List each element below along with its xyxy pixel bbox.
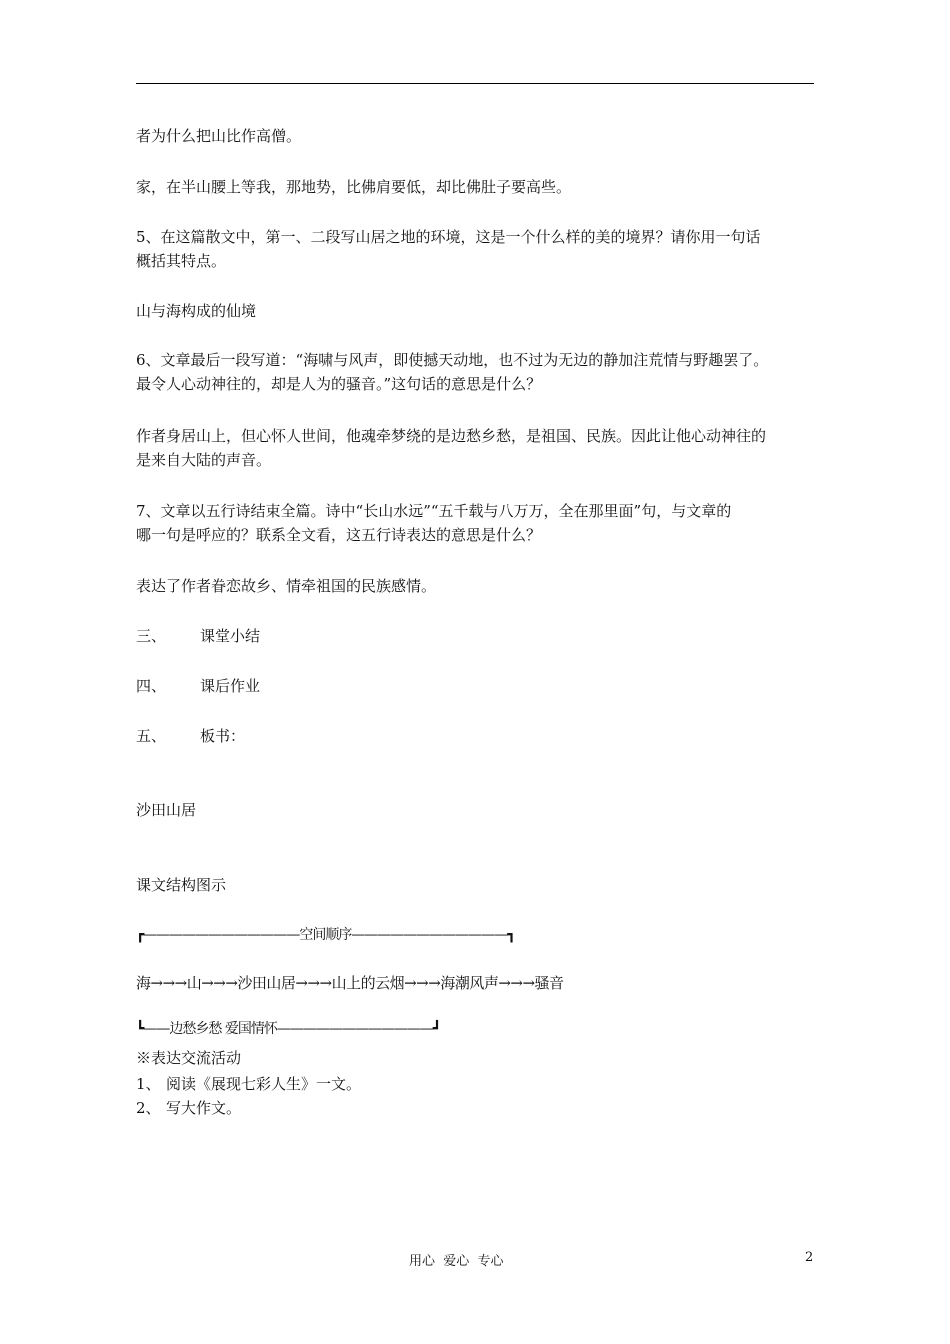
diagram-bottom-bracket: ┗——边愁乡愁 爱国情怀————————————┛ — [136, 1021, 441, 1037]
diagram-flow: 海→→→山→→→沙田山居→→→山上的云烟→→→海潮风声→→→骚音 — [136, 974, 564, 992]
section-number: 四、 — [136, 677, 167, 695]
question-7: 7、文章以五行诗结束全篇。诗中“长山水远”“五千载与八万万，全在那里面”句，与文章的 — [136, 502, 732, 520]
question-6-cont: 最令人心动神往的，却是人为的骚音。”这句话的意思是什么？ — [136, 375, 542, 393]
answer-6: 作者身居山上，但心怀人世间，他魂牵梦绕的是边愁乡愁，是祖国、民族。因此让他心动神往的 — [136, 427, 767, 445]
answer-6-cont: 是来自大陆的声音。 — [136, 451, 272, 469]
diagram-top-bracket: ┏————————————空间顺序————————————┓ — [136, 927, 515, 943]
activity-item — [136, 1096, 241, 1120]
answer-5: 山与海构成的仙境 — [136, 302, 257, 320]
section-title: 课后作业 — [200, 677, 261, 695]
section-title: 板书： — [200, 727, 246, 745]
activity-text: 阅读《展现七彩人生》一文。 — [166, 1075, 362, 1093]
section-5 — [136, 724, 245, 748]
question-6: 6、文章最后一段写道：“海啸与风声，即使撼天动地，也不过为无边的静加注荒情与野趣罢了。 — [136, 351, 769, 369]
page-number: 2 — [805, 1250, 814, 1265]
activity-number: 2、 — [136, 1099, 161, 1117]
structure-title: 课文结构图示 — [136, 876, 227, 894]
question-5: 5、在这篇散文中，第一、二段写山居之地的环境，这是一个什么样的美的境界？请你用一句话 — [136, 228, 761, 246]
section-3 — [136, 624, 260, 648]
section-number: 五、 — [136, 727, 167, 745]
section-number: 三、 — [136, 627, 167, 645]
section-4 — [136, 674, 260, 698]
text-line: 者为什么把山比作高僧。 — [136, 127, 302, 145]
board-title: 沙田山居 — [136, 801, 197, 819]
activity-number: 1、 — [136, 1075, 161, 1093]
section-title: 课堂小结 — [200, 627, 261, 645]
answer-7: 表达了作者眷恋故乡、情牵祖国的民族感情。 — [136, 577, 437, 595]
activity-title: ※表达交流活动 — [136, 1049, 242, 1067]
activity-item — [136, 1072, 361, 1096]
activity-text: 写大作文。 — [166, 1099, 242, 1117]
footer-motto: 用心 爱心 专心 — [409, 1254, 504, 1269]
text-line: 家，在半山腰上等我，那地势，比佛肩要低，却比佛肚子要高些。 — [136, 178, 572, 196]
question-7-cont: 哪一句是呼应的？联系全文看，这五行诗表达的意思是什么？ — [136, 526, 542, 544]
header-rule — [136, 83, 814, 84]
question-5-cont: 概括其特点。 — [136, 252, 227, 270]
